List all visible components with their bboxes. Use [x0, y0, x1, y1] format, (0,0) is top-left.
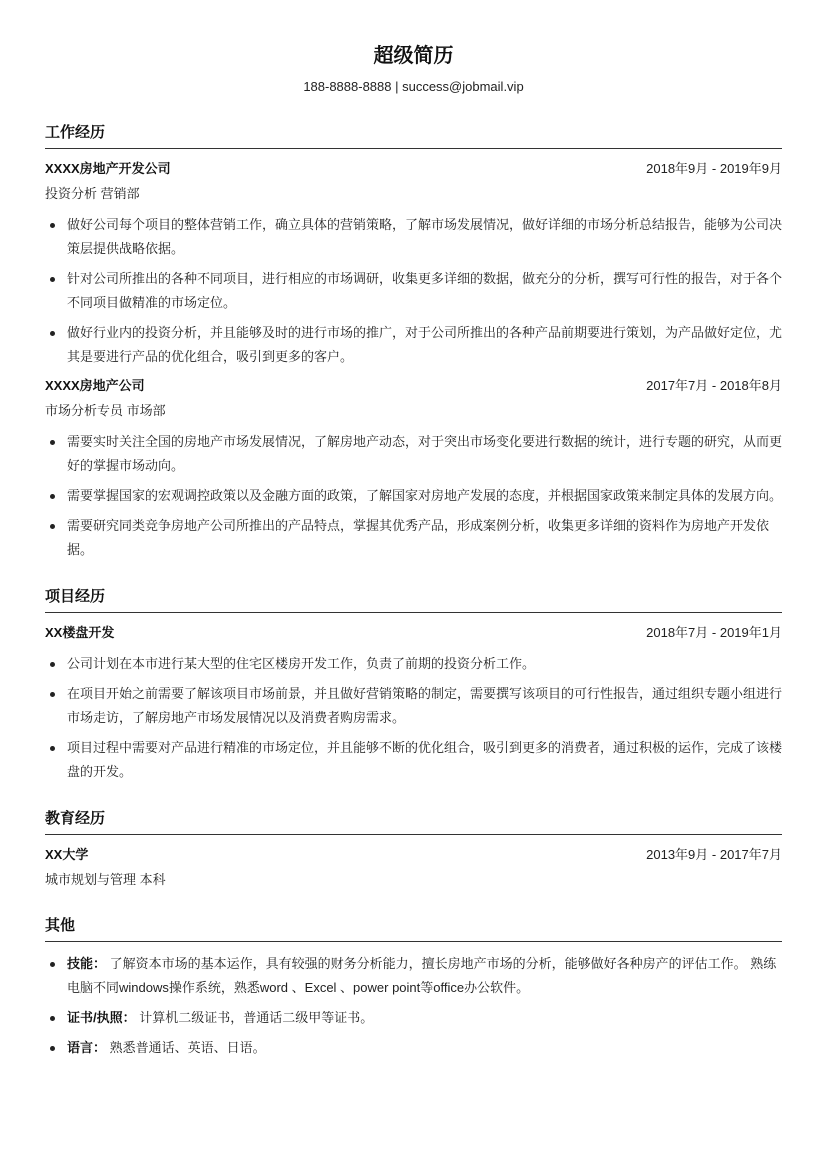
section-title: 教育经历 [45, 808, 782, 835]
entry-date: 2018年7月 - 2019年1月 [646, 625, 782, 640]
language-item [45, 1036, 782, 1060]
section-work [45, 122, 782, 562]
resume-name: 超级简历 [373, 45, 454, 67]
certificate-item [45, 1006, 782, 1030]
section-project [45, 586, 782, 784]
section-education [45, 808, 782, 891]
item-label: 技能： [67, 956, 107, 971]
company-name: XXXX房地产开发公司 [45, 161, 171, 176]
entry-date: 2013年9月 - 2017年7月 [646, 847, 782, 862]
bullet-item: 项目过程中需要对产品进行精准的市场定位，并且能够不断的优化组合，吸引到更多的消费者，通过积极的运作，完成了该楼盘的开发。 [45, 736, 782, 784]
entry-date: 2017年7月 - 2018年8月 [646, 378, 782, 393]
bullet-item: 需要研究同类竞争房地产公司所推出的产品特点，掌握其优秀产品，形成案例分析，收集更多详细的资料作为房地产开发依据。 [45, 514, 782, 562]
item-label: 证书/执照： [67, 1010, 136, 1025]
bullet-item: 公司计划在本市进行某大型的住宅区楼房开发工作，负责了前期的投资分析工作。 [45, 652, 782, 676]
work-entry [45, 158, 782, 369]
bullet-item: 需要掌握国家的宏观调控政策以及金融方面的政策，了解国家对房地产发展的态度，并根据国家政策来制定具体的发展方向。 [45, 484, 782, 508]
item-text: 计算机二级证书，普通话二级甲等证书。 [135, 1010, 374, 1025]
bullet-item: 做好公司每个项目的整体营销工作，确立具体的营销策略，了解市场发展情况，做好详细的市场分析总结报告，能够为公司决策层提供战略依据。 [45, 213, 782, 261]
project-name: XX楼盘开发 [45, 625, 115, 640]
item-text: 熟悉普通话、英语、日语。 [106, 1040, 266, 1055]
company-name: XXXX房地产公司 [45, 378, 145, 393]
item-text: 了解资本市场的基本运作，具有较强的财务分析能力，擅长房地产市场的分析，能够做好各种房产的评估工作。 熟练电脑不同windows操作系统，熟悉word 、Excel 、power point等office办公软件。 [67, 956, 777, 995]
skill-item [45, 952, 782, 1000]
bullet-item: 在项目开始之前需要了解该项目市场前景，并且做好营销策略的制定，需要撰写该项目的可行性报告，通过组织专题小组进行市场走访，了解房地产市场发展情况以及消费者购房需求。 [45, 682, 782, 730]
section-title: 工作经历 [45, 122, 782, 149]
work-entry [45, 375, 782, 562]
section-title: 项目经历 [45, 586, 782, 613]
job-role: 市场分析专员 市场部 [45, 403, 166, 418]
bullet-item: 需要实时关注全国的房地产市场发展情况，了解房地产动态，对于突出市场变化要进行数据的统计，进行专题的研究，从而更好的掌握市场动向。 [45, 430, 782, 478]
major-degree: 城市规划与管理 本科 [45, 872, 166, 887]
section-title: 其他 [45, 915, 782, 942]
bullet-item: 做好行业内的投资分析，并且能够及时的进行市场的推广，对于公司所推出的各种产品前期要进行策划，为产品做好定位，尤其是要进行产品的优化组合，吸引到更多的客户。 [45, 321, 782, 369]
entry-date: 2018年9月 - 2019年9月 [646, 161, 782, 176]
resume-page [45, 0, 782, 1060]
item-label: 语言： [67, 1040, 107, 1055]
job-role: 投资分析 营销部 [45, 186, 140, 201]
school-name: XX大学 [45, 847, 89, 862]
contact-info: 188-8888-8888 | success@jobmail.vip [303, 79, 524, 94]
bullet-item: 针对公司所推出的各种不同项目，进行相应的市场调研，收集更多详细的数据，做充分的分析，撰写可行性的报告，对于各个不同项目做精准的市场定位。 [45, 267, 782, 315]
section-other [45, 915, 782, 1060]
